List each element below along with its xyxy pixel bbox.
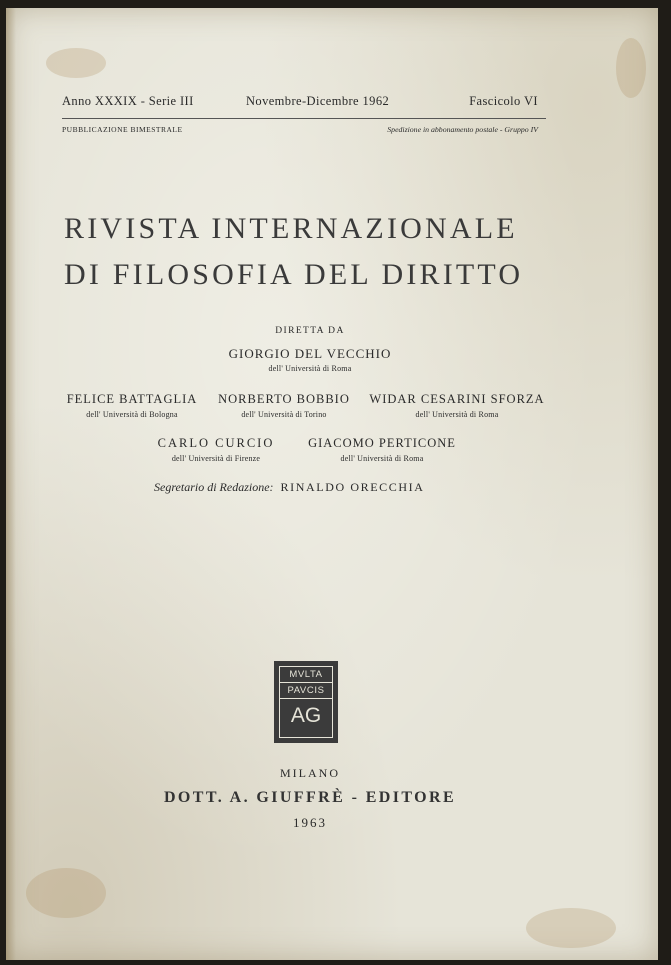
editor-entry	[368, 392, 546, 419]
editor-name: CARLO CURCIO	[157, 436, 275, 450]
editor-affiliation: dell' Università di Firenze	[171, 454, 261, 463]
logo-frame	[279, 666, 333, 738]
issue-number: Fascicolo VI	[469, 94, 538, 108]
paper-stain	[46, 48, 106, 78]
editor-entry	[214, 392, 354, 419]
paper-stain	[26, 868, 106, 918]
editor-name: WIDAR CESARINI SFORZA	[369, 392, 545, 406]
secretary-name: RINALDO ORECCHIA	[280, 480, 425, 494]
secretary-label: Segretario di Redazione:	[154, 480, 274, 494]
editor-name: FELICE BATTAGLIA	[66, 392, 198, 406]
publisher-name: DOTT. A. GIUFFRÈ - EDITORE	[163, 789, 457, 806]
header-divider	[62, 118, 546, 119]
editor-affiliation: dell' Università di Bologna	[86, 410, 178, 419]
director-affiliation: dell' Università di Roma	[268, 364, 352, 373]
publisher-logo	[274, 661, 338, 743]
postal-notice: Spedizione in abbonamento postale - Gruppo IV	[387, 125, 538, 134]
editor-entry	[146, 436, 286, 463]
issue-year-series: Anno XXXIX - Serie III	[62, 94, 194, 108]
directed-by-label: DIRETTA DA	[275, 326, 345, 336]
publication-frequency: PUBBLICAZIONE BIMESTRALE	[62, 125, 183, 134]
paper-stain	[526, 908, 616, 948]
editor-affiliation: dell' Università di Roma	[340, 454, 424, 463]
publication-year: 1963	[293, 815, 327, 830]
publisher-city: MILANO	[280, 766, 340, 780]
editor-affiliation: dell' Università di Torino	[241, 410, 327, 419]
director-name: GIORGIO DEL VECCHIO	[228, 346, 392, 361]
logo-monogram: AG	[290, 704, 322, 727]
editor-name: GIACOMO PERTICONE	[308, 436, 456, 450]
editor-affiliation: dell' Università di Roma	[415, 410, 499, 419]
issue-date: Novembre-Dicembre 1962	[246, 94, 390, 108]
logo-motto-line1: MVLTA	[280, 667, 332, 683]
journal-title-line1: RIVISTA INTERNAZIONALE	[64, 212, 518, 245]
logo-motto-line2: PAVCIS	[280, 683, 332, 699]
journal-title-line2: DI FILOSOFIA DEL DIRITTO	[64, 258, 524, 291]
editor-name: NORBERTO BOBBIO	[218, 392, 350, 406]
journal-cover	[6, 8, 658, 960]
paper-stain	[616, 38, 646, 98]
editor-entry	[302, 436, 462, 463]
editorial-secretary	[154, 480, 424, 495]
editor-entry	[62, 392, 202, 419]
